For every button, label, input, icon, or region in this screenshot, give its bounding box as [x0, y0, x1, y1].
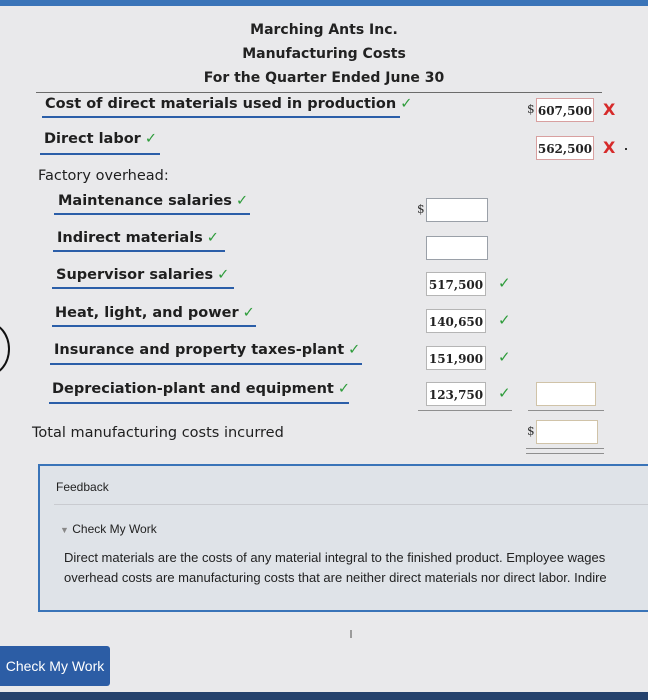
- header-rule: [36, 92, 602, 93]
- small-mark: [350, 630, 352, 638]
- overhead-total-input[interactable]: [536, 382, 596, 406]
- direct-labor-input[interactable]: 562,500: [536, 136, 594, 160]
- statement-period: For the Quarter Ended June 30: [203, 70, 445, 86]
- heat-light-underline: [52, 325, 256, 327]
- left-edge-arc: [0, 322, 10, 376]
- check-icon: ✓: [144, 131, 157, 147]
- total-manufacturing-label: Total manufacturing costs incurred: [32, 425, 284, 441]
- check-icon: ✓: [348, 342, 361, 358]
- incorrect-icon: X: [603, 100, 616, 119]
- insurance-taxes-input[interactable]: 151,900: [426, 346, 486, 370]
- feedback-title: Feedback: [56, 480, 109, 494]
- direct-materials-underline: [42, 116, 400, 118]
- check-icon: ✓: [206, 230, 219, 246]
- direct-labor-label[interactable]: Direct labor ✓: [44, 131, 157, 147]
- indirect-materials-underline: [53, 250, 225, 252]
- dollar-sign: $: [417, 202, 425, 216]
- direct-materials-label[interactable]: Cost of direct materials used in production ✓: [45, 96, 413, 112]
- dot-mark: [625, 148, 627, 150]
- depreciation-underline: [49, 402, 349, 404]
- check-my-work-toggle[interactable]: ▼ Check My Work: [60, 522, 157, 536]
- depreciation-label[interactable]: Depreciation-plant and equipment ✓: [52, 381, 350, 397]
- insurance-taxes-label[interactable]: Insurance and property taxes-plant ✓: [54, 342, 361, 358]
- subtotal-rule: [418, 410, 512, 411]
- indirect-materials-input[interactable]: [426, 236, 488, 260]
- correct-icon: ✓: [498, 274, 511, 292]
- dollar-sign: $: [527, 102, 535, 116]
- depreciation-input[interactable]: 123,750: [426, 382, 486, 406]
- direct-labor-underline: [40, 153, 160, 155]
- supervisor-underline: [52, 287, 234, 289]
- bottom-bar: [0, 692, 648, 700]
- indirect-materials-label[interactable]: Indirect materials ✓: [57, 230, 219, 246]
- dollar-sign: $: [527, 424, 535, 438]
- check-icon: ✓: [242, 305, 255, 321]
- total-double-rule: [526, 448, 604, 454]
- total-manufacturing-input[interactable]: [536, 420, 598, 444]
- check-my-work-button[interactable]: Check My Work: [0, 646, 110, 686]
- check-icon: ✓: [400, 96, 413, 112]
- overhead-total-rule: [528, 410, 604, 411]
- insurance-underline: [50, 363, 362, 365]
- feedback-divider: [54, 504, 648, 505]
- company-name: Marching Ants Inc.: [250, 22, 398, 38]
- incorrect-icon: X: [603, 138, 616, 157]
- maintenance-salaries-label[interactable]: Maintenance salaries ✓: [58, 193, 249, 209]
- triangle-down-icon: ▼: [60, 525, 69, 535]
- feedback-panel: [38, 464, 648, 612]
- correct-icon: ✓: [498, 311, 511, 329]
- correct-icon: ✓: [498, 348, 511, 366]
- top-accent-bar: [0, 0, 648, 6]
- check-icon: ✓: [217, 267, 230, 283]
- supervisor-salaries-input[interactable]: 517,500: [426, 272, 486, 296]
- statement-title: Manufacturing Costs: [242, 46, 406, 62]
- maintenance-underline: [54, 213, 250, 215]
- heat-light-power-label[interactable]: Heat, light, and power ✓: [55, 305, 255, 321]
- supervisor-salaries-label[interactable]: Supervisor salaries ✓: [56, 267, 230, 283]
- heat-light-power-input[interactable]: 140,650: [426, 309, 486, 333]
- factory-overhead-heading: Factory overhead:: [38, 168, 169, 184]
- direct-materials-input[interactable]: 607,500: [536, 98, 594, 122]
- check-icon: ✓: [235, 193, 249, 209]
- maintenance-salaries-input[interactable]: [426, 198, 488, 222]
- check-icon: ✓: [337, 381, 350, 397]
- correct-icon: ✓: [498, 384, 511, 402]
- feedback-text: Direct materials are the costs of any material integral to the finished product. Employee wages overhead costs are manufacturing costs that are neither direct materials nor direct labor. Indire: [64, 550, 607, 585]
